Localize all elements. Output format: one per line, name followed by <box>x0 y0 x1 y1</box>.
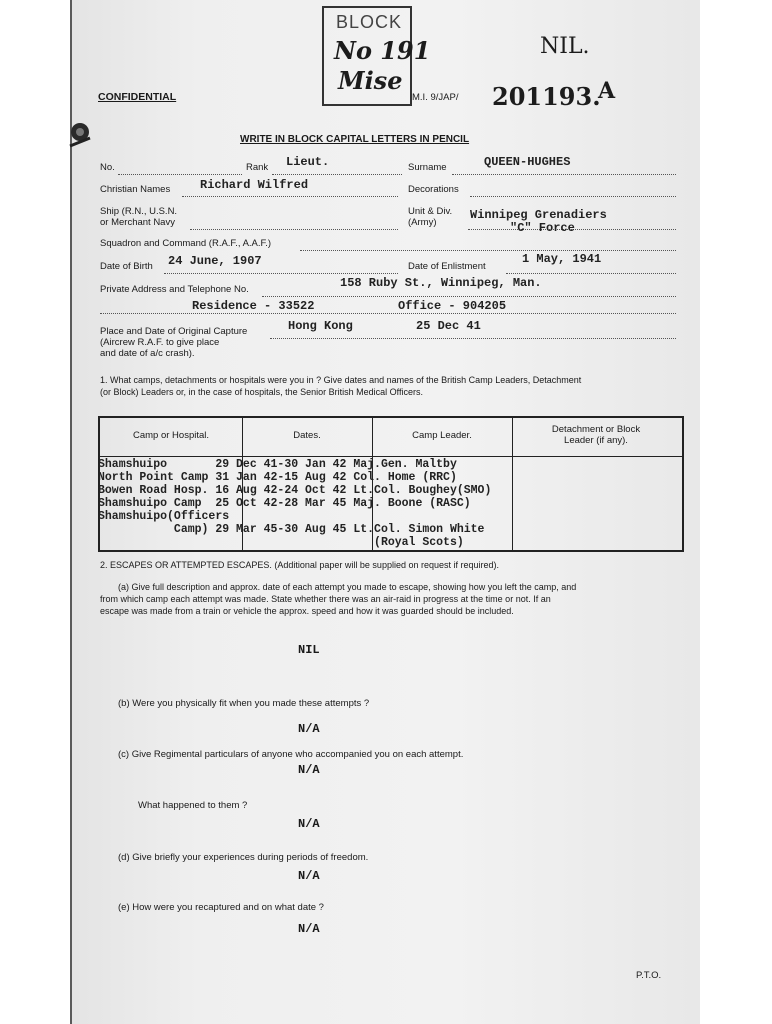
classification-label: CONFIDENTIAL <box>98 91 177 103</box>
residence-phone: Residence - 33522 <box>192 299 315 313</box>
reference-prefix: M.I. 9/JAP/ <box>412 92 459 103</box>
table-row: Camp) 29 Mar 45-30 Aug 45 Lt.Col. Simon White <box>98 523 485 536</box>
ship-label-1: Ship (R.N., U.S.N. <box>100 206 178 217</box>
table-row: North Point Camp 31 Jan 42-15 Aug 42 Col. Home (RRC) <box>98 471 457 484</box>
column-camp-leader: Camp Leader. <box>412 430 472 441</box>
dob-label: Date of Birth <box>100 261 153 272</box>
answer-a: NIL <box>298 643 320 657</box>
section1-question-line1: 1. What camps, detachments or hospitals were you in ? Give dates and names of the British Camp Leaders, Detachment <box>100 375 582 385</box>
rank-value: Lieut. <box>286 155 330 169</box>
office-phone: Office - 904205 <box>398 299 507 313</box>
question-c: (c) Give Regimental particulars of anyone who accompanied you on each attempt. <box>118 749 464 760</box>
section1-question-line2: (or Block) Leaders or, in the case of hospitals, the Senior British Medical Officers. <box>100 387 423 397</box>
enlistment-label: Date of Enlistment <box>408 261 486 272</box>
question-c-followup: What happened to them ? <box>138 800 248 811</box>
nil-annotation: NIL. <box>540 34 590 59</box>
question-e: (e) How were you recaptured and on what date ? <box>118 902 324 913</box>
enlistment-value: 1 May, 1941 <box>522 252 602 266</box>
answer-d: N/A <box>298 869 320 883</box>
squadron-label: Squadron and Command (R.A.F., A.A.F.) <box>100 238 272 249</box>
question-a-line3: escape was made from a train or vehicle the approx. speed and how it was guarded should be included. <box>100 606 514 616</box>
capture-label-3: and date of a/c crash). <box>100 348 195 359</box>
stamp-word: BLOCK <box>336 12 403 32</box>
surname-label: Surname <box>408 162 447 173</box>
address-value: 158 Ruby St., Winnipeg, Man. <box>340 276 542 290</box>
table-row: Shamshuipo Camp 25 Oct 42-28 Mar 45 Maj. Boone (RASC) <box>98 497 471 510</box>
reference-suffix: A <box>598 78 616 104</box>
question-a-line1: (a) Give full description and approx. date of each attempt you made to escape, showing how you left the camp, and <box>118 582 577 592</box>
christian-names-label: Christian Names <box>100 184 171 195</box>
capture-label-2: (Aircrew R.A.F. to give place <box>100 337 220 348</box>
column-dates: Dates. <box>293 430 321 441</box>
unit-label-1: Unit & Div. <box>408 206 453 217</box>
unit-label-2: (Army) <box>408 217 437 228</box>
capture-place: Hong Kong <box>288 319 353 333</box>
unit-value-2: "C" Force <box>510 221 575 235</box>
christian-names-value: Richard Wilfred <box>200 178 309 192</box>
table-row: Bowen Road Hosp. 16 Aug 42-24 Oct 42 Lt.Col. Boughey(SMO) <box>98 484 492 497</box>
answer-b: N/A <box>298 722 320 736</box>
answer-e: N/A <box>298 922 320 936</box>
answer-c-followup: N/A <box>298 817 320 831</box>
question-a-line2: from which camp each attempt was made. State whether there was an air-raid in progress at the time or not. If an <box>100 594 551 604</box>
surname-value: QUEEN-HUGHES <box>484 155 571 169</box>
no-label: No. <box>100 162 115 173</box>
ship-label-2: or Merchant Navy <box>100 217 175 228</box>
rank-label: Rank <box>246 162 269 173</box>
section2-heading: 2. ESCAPES OR ATTEMPTED ESCAPES. (Additional paper will be supplied on request if required). <box>100 560 500 570</box>
reference-number: 201193. <box>492 82 601 111</box>
address-label: Private Address and Telephone No. <box>100 284 249 295</box>
unit-value-1: Winnipeg Grenadiers <box>470 208 607 222</box>
capture-date: 25 Dec 41 <box>416 319 481 333</box>
block-stamp <box>322 6 431 106</box>
column-detachment-leader: Detachment or Block Leader (if any). <box>551 424 641 446</box>
question-d: (d) Give briefly your experiences during periods of freedom. <box>118 852 369 863</box>
decorations-label: Decorations <box>408 184 459 195</box>
pto-label: P.T.O. <box>636 970 662 981</box>
table-row: Shamshuipo(Officers <box>98 510 230 523</box>
stamp-initials: Mise <box>338 66 403 95</box>
string-tag-icon <box>66 118 94 150</box>
stamp-number: No 191 <box>334 36 431 65</box>
dob-value: 24 June, 1907 <box>168 254 262 268</box>
column-camp: Camp or Hospital. <box>132 430 210 441</box>
capture-label-1: Place and Date of Original Capture <box>100 326 248 337</box>
table-row: Shamshuipo 29 Dec 41-30 Jan 42 Maj.Gen. Maltby <box>98 458 457 471</box>
table-row: (Royal Scots) <box>98 536 464 549</box>
answer-c: N/A <box>298 763 320 777</box>
instruction-heading: WRITE IN BLOCK CAPITAL LETTERS IN PENCIL <box>240 134 470 145</box>
question-b: (b) Were you physically fit when you made these attempts ? <box>118 698 370 709</box>
